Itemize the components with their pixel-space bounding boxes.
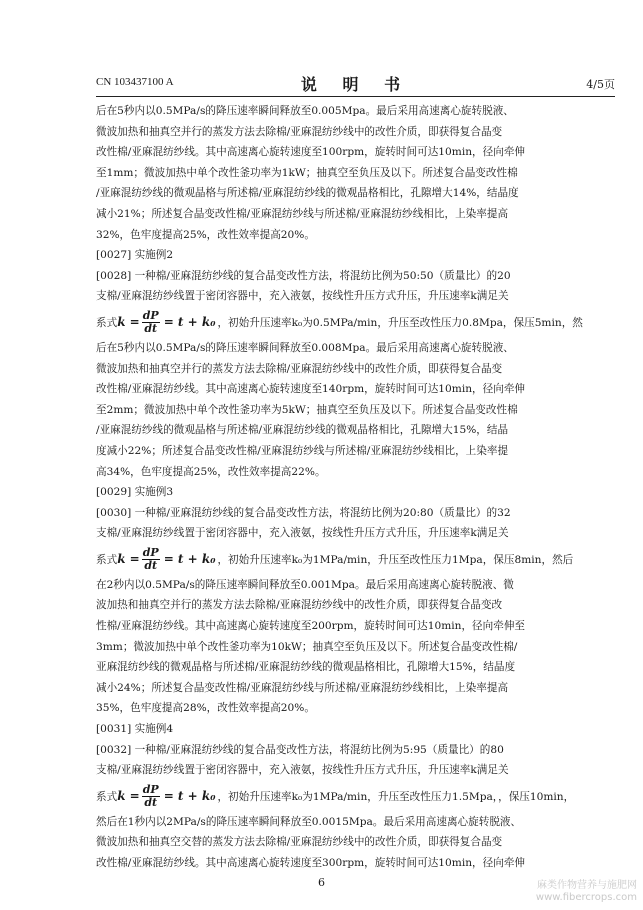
text-line: 微波加热和抽真空交替的蒸发方法去除棉/亚麻混纺纱线中的改性介质，即获得复合晶变 [96, 836, 503, 849]
formula-prefix: 系式 [96, 316, 118, 329]
site-watermark [536, 880, 637, 904]
formula-rhs: = t + k₀ [163, 789, 216, 804]
formula-line [96, 307, 615, 338]
text-line: 在2秒内以0.5MPa/s的降压速率瞬间释放至0.001Mpa。最后采用高速离心旋转脱液、微 [96, 578, 514, 591]
text-line: 减小21%；所述复合晶变改性棉/亚麻混纺纱线与所述棉/亚麻混纺纱线相比，上染率提高 [96, 207, 509, 220]
text-line: [0030] 一种棉/亚麻混纺纱线的复合晶变改性方法，将混纺比例为20:80（质量比）的32 [96, 506, 511, 519]
watermark-url: www.fibercrops.com [535, 892, 637, 903]
formula-fraction [142, 547, 160, 572]
patent-number: CN 103437100 A [96, 76, 174, 88]
section-heading: [0027] 实施例2 [96, 249, 174, 262]
formula-lhs: k = [117, 315, 140, 330]
fraction-denominator: dt [144, 795, 158, 809]
fraction-numerator: dP [142, 308, 159, 322]
text-line: 至2mm；微波加热中单个改性釜功率为5kW；抽真空至负压及以下。所述复合晶变改性棉 [96, 403, 518, 416]
fraction-denominator: dt [144, 321, 158, 335]
text-line: 亚麻混纺纱线的微观晶格与所述棉/亚麻混纺纱线的微观晶格相比，孔隙增大15%，结晶度 [96, 661, 516, 674]
text-line: 32%，色牢度提高25%，改性效率提高20%。 [96, 228, 315, 241]
text-line: [0032] 一种棉/亚麻混纺纱线的复合晶变改性方法，将混纺比例为5:95（质量比）的80 [96, 743, 504, 756]
text-line: 微波加热和抽真空并行的蒸发方法去除棉/亚麻混纺纱线中的改性介质，即获得复合晶变 [96, 125, 503, 138]
formula-prefix: 系式 [96, 553, 118, 566]
fraction-denominator: dt [144, 558, 158, 572]
text-line: 改性棉/亚麻混纺纱线。其中高速离心旋转速度至140rpm，旋转时间可达10min，径向牵伸 [96, 383, 526, 396]
text-line: [0028] 一种棉/亚麻混纺纱线的复合晶变改性方法，将混纺比例为50:50（质量比）的20 [96, 269, 511, 282]
watermark-title: 麻类作物营养与施肥网 [537, 880, 637, 891]
text-line: /亚麻混纺纱线的微观晶格与所述棉/亚麻混纺纱线的微观晶格相比，孔隙增大14%，结晶度 [96, 187, 519, 200]
formula-suffix: ，初始升压速率k₀为0.5MPa/min，升压至改性压力0.8Mpa，保压5min，然 [217, 316, 583, 329]
text-line: 微波加热和抽真空并行的蒸发方法去除棉/亚麻混纺纱线中的改性介质，即获得复合晶变 [96, 362, 503, 375]
section-heading: [0029] 实施例3 [96, 486, 174, 499]
formula-line [96, 544, 615, 575]
text-line: 波加热和抽真空并行的蒸发方法去除棉/亚麻混纺纱线中的改性介质，即获得复合晶变改 [96, 599, 503, 612]
document-title: 说 明 书 [300, 75, 411, 94]
formula-lhs: k = [117, 552, 140, 567]
text-line: 性棉/亚麻混纺纱线。其中高速离心旋转速度至200rpm，旋转时间可达10min，径向牵伸至 [96, 620, 526, 633]
text-line: 3mm；微波加热中单个改性釜功率为10kW；抽真空至负压及以下。所述复合晶变改性棉/ [96, 640, 518, 653]
page-reference: 4/5页 [586, 78, 615, 91]
text-line: /亚麻混纺纱线的微观晶格与所述棉/亚麻混纺纱线的微观晶格相比，孔隙增大15%，结晶 [96, 424, 509, 437]
formula-lhs: k = [117, 789, 140, 804]
formula-rhs: = t + k₀ [163, 315, 216, 330]
page-header [96, 72, 615, 94]
page-number: 6 [318, 876, 325, 889]
text-line: 支棉/亚麻混纺纱线置于密闭容器中，充入液氨，按线性升压方式升压，升压速率k满足关 [96, 764, 509, 777]
text-line: 支棉/亚麻混纺纱线置于密闭容器中，充入液氨，按线性升压方式升压，升压速率k满足关 [96, 290, 509, 303]
section-heading: [0031] 实施例4 [96, 723, 174, 736]
formula-suffix: ，初始升压速率k₀为1MPa/min，升压至改性压力1Mpa，保压8min，然后 [217, 553, 574, 566]
text-line: 改性棉/亚麻混纺纱线。其中高速离心旋转速度至100rpm，旋转时间可达10min，径向牵伸 [96, 146, 526, 159]
header-rule [96, 96, 615, 97]
text-line: 改性棉/亚麻混纺纱线。其中高速离心旋转速度至300rpm，旋转时间可达10min，径向牵伸 [96, 857, 526, 869]
formula-prefix: 系式 [96, 790, 118, 803]
text-line: 然后在1秒内以2MPa/s的降压速率瞬间释放至0.0015Mpa。最后采用高速离心旋转脱液、 [96, 815, 522, 828]
text-line: 后在5秒内以0.5MPa/s的降压速率瞬间释放至0.005Mpa。最后采用高速离心旋转脱液、 [96, 105, 514, 117]
text-line: 减小24%；所述复合晶变改性棉/亚麻混纺纱线与所述棉/亚麻混纺纱线相比，上染率提高 [96, 681, 509, 694]
text-line: 35%，色牢度提高28%，改性效率提高20%。 [96, 702, 315, 715]
formula-suffix: ，初始升压速率k₀为1MPa/min，升压至改性压力1.5Mpa，，保压10min， [217, 790, 575, 803]
formula-rhs: = t + k₀ [163, 552, 216, 567]
formula-fraction [142, 784, 160, 809]
text-line: 高34%，色牢度提高25%，改性效率提高22%。 [96, 465, 326, 478]
fraction-numerator: dP [142, 545, 159, 559]
formula-fraction [142, 310, 160, 335]
text-line: 度减小22%；所述复合晶变改性棉/亚麻混纺纱线与所述棉/亚麻混纺纱线相比，上染率提 [96, 444, 509, 457]
fraction-numerator: dP [142, 782, 159, 796]
text-line: 支棉/亚麻混纺纱线置于密闭容器中，充入液氨，按线性升压方式升压，升压速率k满足关 [96, 527, 509, 540]
formula-line [96, 781, 615, 812]
text-line: 至1mm；微波加热中单个改性釜功率为1kW；抽真空至负压及以下。所述复合晶变改性棉 [96, 166, 518, 179]
document-body [96, 101, 615, 874]
text-line: 后在5秒内以0.5MPa/s的降压速率瞬间释放至0.008Mpa。最后采用高速离心旋转脱液、 [96, 341, 514, 354]
